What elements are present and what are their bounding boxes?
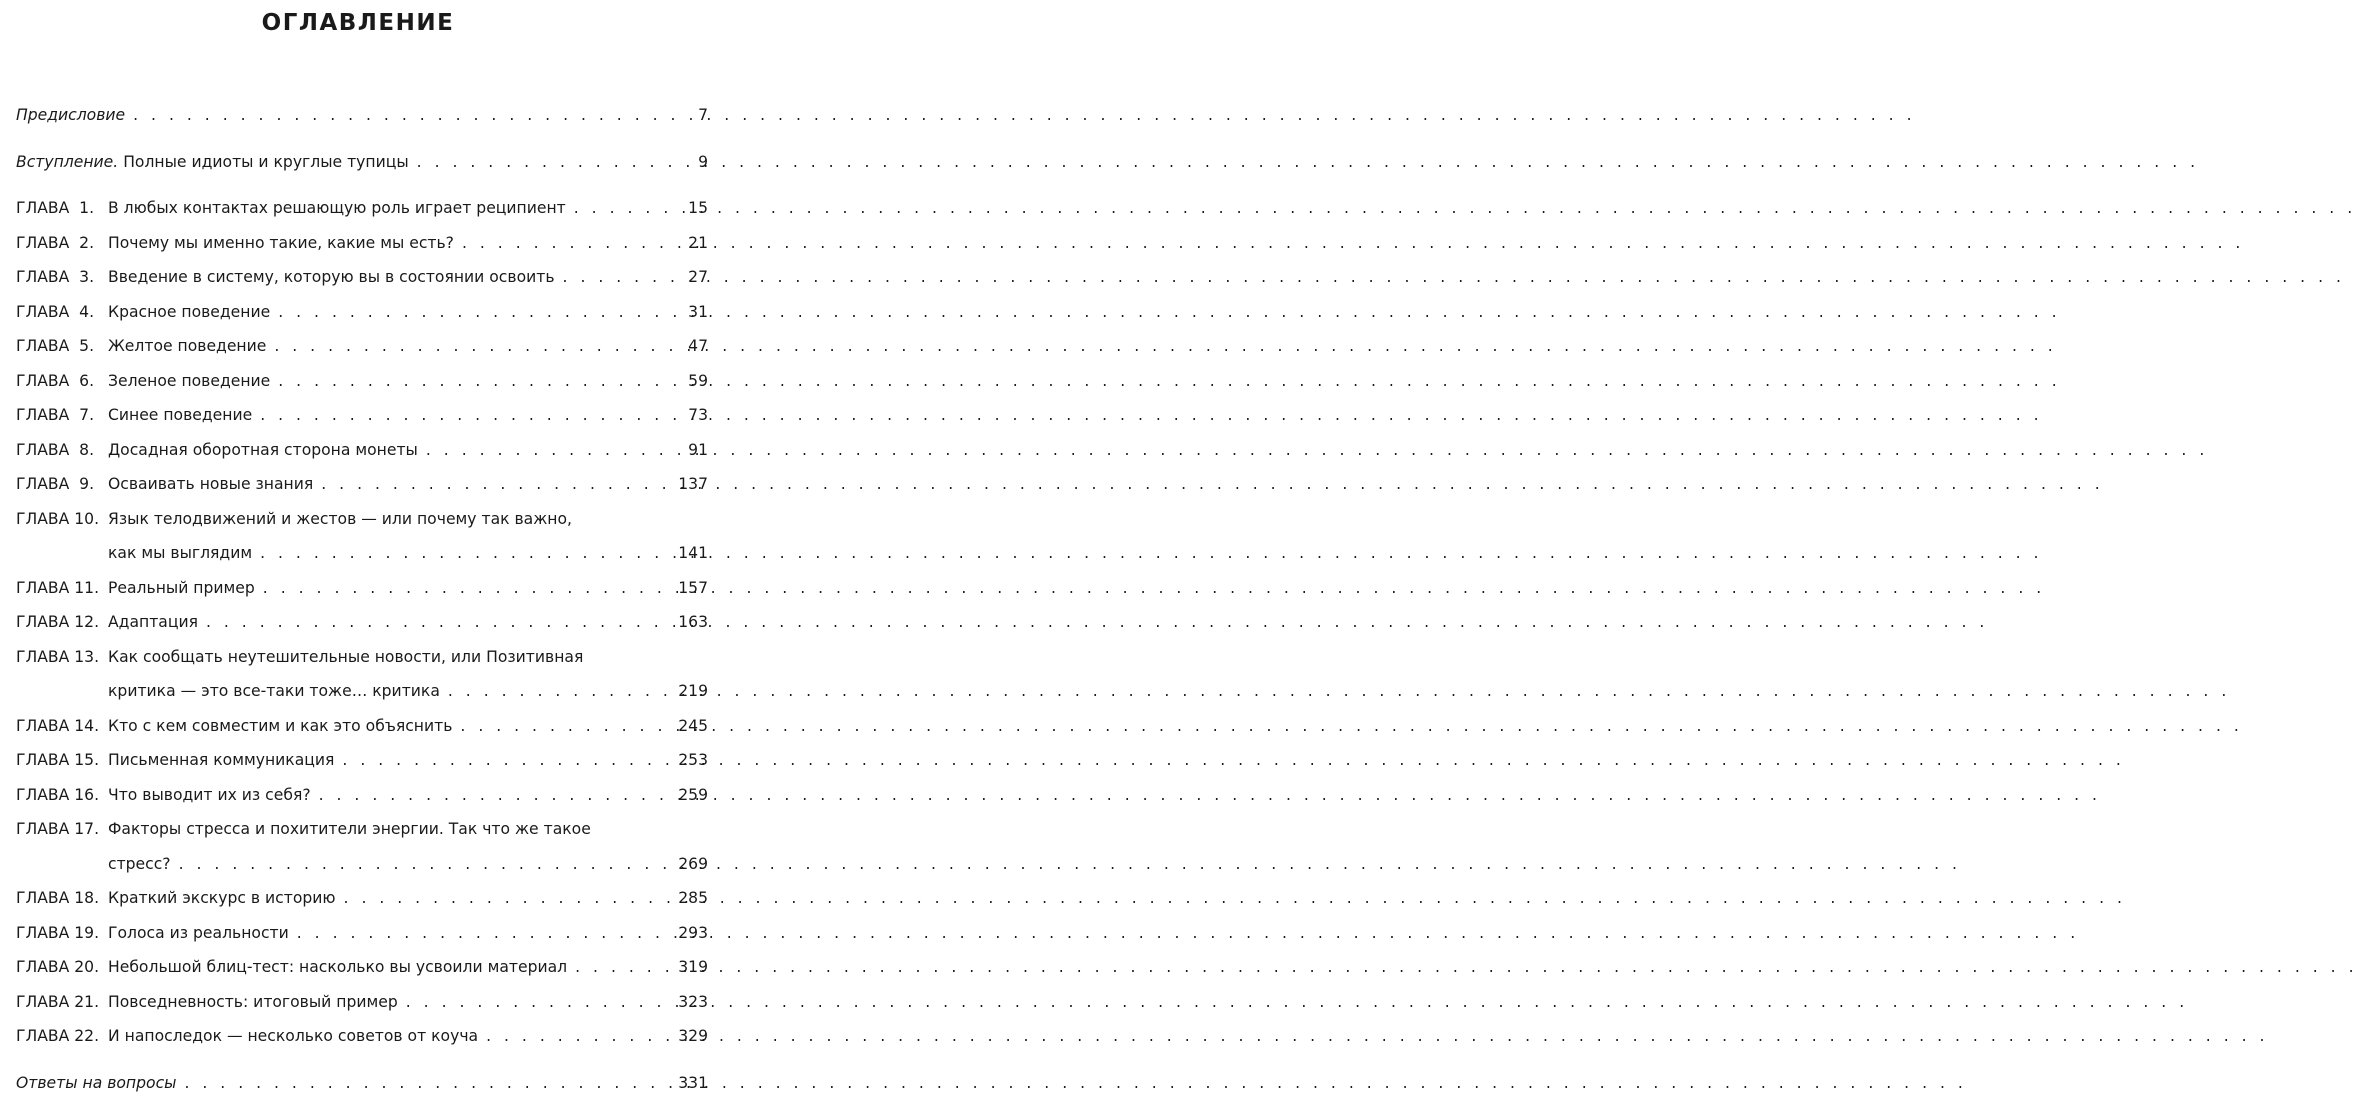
toc-entry-chapter[interactable] — [16, 778, 708, 813]
dot-leader — [440, 674, 678, 709]
page-number: 47 — [682, 329, 708, 364]
page-number: 141 — [678, 536, 708, 571]
chapter-title-line: Факторы стресса и похитители энергии. Так что же такое — [108, 812, 708, 847]
dot-leader — [478, 1019, 678, 1054]
dot-leader — [270, 364, 682, 399]
dot-leader — [454, 226, 682, 261]
dot-leader — [252, 398, 682, 433]
toc-entry-chapter[interactable] — [16, 433, 708, 468]
page-number: 285 — [678, 881, 708, 916]
page-number: 245 — [678, 709, 708, 744]
dot-leader — [311, 778, 679, 813]
toc-entry-chapter[interactable] — [16, 364, 708, 399]
dot-leader — [452, 709, 678, 744]
chapter-title: Голоса из реальности — [108, 916, 289, 951]
chapter-label: ГЛАВА 10. — [16, 502, 108, 537]
chapter-title: стресс? — [108, 847, 171, 882]
page-number: 137 — [678, 467, 708, 502]
entry-title: Ответы на вопросы — [16, 1066, 176, 1100]
chapter-label: ГЛАВА 7. — [16, 398, 108, 433]
page-number: 27 — [682, 260, 708, 295]
toc-entry-chapter[interactable] — [16, 743, 708, 778]
chapter-title: Небольшой блиц-тест: насколько вы усвоили материал — [108, 950, 567, 985]
page-number: 253 — [678, 743, 708, 778]
dot-leader — [336, 881, 679, 916]
chapter-title: Повседневность: итоговый пример — [108, 985, 398, 1020]
toc-entry-chapter[interactable] — [16, 502, 708, 571]
dot-leader — [125, 98, 682, 133]
toc-entry-chapter[interactable] — [16, 295, 708, 330]
dot-leader — [567, 950, 678, 985]
chapter-title: Адаптация — [108, 605, 198, 640]
page-number: 21 — [682, 226, 708, 261]
page-number: 15 — [682, 191, 708, 226]
chapter-title-line: Как сообщать неутешительные новости, или Позитивная — [108, 640, 708, 675]
chapter-label: ГЛАВА 12. — [16, 605, 108, 640]
dot-leader — [398, 985, 678, 1020]
entry-title: Полные идиоты и круглые тупицы — [118, 153, 408, 171]
chapter-title: И напоследок — несколько советов от коуча — [108, 1019, 478, 1054]
toc-entry-chapter[interactable] — [16, 1019, 708, 1054]
toc-entry-answers[interactable] — [16, 1066, 708, 1100]
dot-leader — [409, 145, 682, 180]
page-number: 319 — [678, 950, 708, 985]
page-number: 269 — [678, 847, 708, 882]
chapter-label: ГЛАВА 2. — [16, 226, 108, 261]
toc-entry-chapter[interactable] — [16, 226, 708, 261]
chapter-label: ГЛАВА 16. — [16, 778, 108, 813]
toc-entry-chapter[interactable] — [16, 812, 708, 881]
page-number: 329 — [678, 1019, 708, 1054]
toc-entry-chapter[interactable] — [16, 950, 708, 985]
entry-title: Предисловие — [16, 98, 125, 133]
chapter-title: критика — это все-таки тоже… критика — [108, 674, 440, 709]
page-number: 259 — [678, 778, 708, 813]
page-number: 73 — [682, 398, 708, 433]
chapter-title: Что выводит их из себя? — [108, 778, 311, 813]
chapter-title-line: Язык телодвижений и жестов — или почему так важно, — [108, 502, 708, 537]
chapter-label: ГЛАВА 11. — [16, 571, 108, 606]
chapter-title: Осваивать новые знания — [108, 467, 313, 502]
chapter-title: Реальный пример — [108, 571, 255, 606]
chapter-label: ГЛАВА 9. — [16, 467, 108, 502]
toc-entry-preface[interactable] — [16, 98, 708, 133]
dot-leader — [289, 916, 678, 951]
toc-list — [16, 98, 708, 1100]
toc-entry-chapter[interactable] — [16, 881, 708, 916]
chapter-title: Краткий экскурс в историю — [108, 881, 336, 916]
chapter-label: ГЛАВА 8. — [16, 433, 108, 468]
chapter-title: как мы выглядим — [108, 536, 252, 571]
toc-entry-chapter[interactable] — [16, 191, 708, 226]
chapter-label: ГЛАВА 20. — [16, 950, 108, 985]
toc-entry-chapter[interactable] — [16, 709, 708, 744]
chapter-label: ГЛАВА 5. — [16, 329, 108, 364]
chapter-label: ГЛАВА 18. — [16, 881, 108, 916]
page-number: 91 — [682, 433, 708, 468]
dot-leader — [418, 433, 682, 468]
chapter-title: Введение в систему, которую вы в состоянии освоить — [108, 260, 555, 295]
toc-entry-chapter[interactable] — [16, 916, 708, 951]
page-number: 323 — [678, 985, 708, 1020]
page-number: 157 — [678, 571, 708, 606]
toc-entry-chapter[interactable] — [16, 985, 708, 1020]
chapter-title: Зеленое поведение — [108, 364, 270, 399]
chapter-label: ГЛАВА 14. — [16, 709, 108, 744]
page-number: 163 — [678, 605, 708, 640]
page-title: ОГЛАВЛЕНИЕ — [0, 8, 716, 38]
page-number: 293 — [678, 916, 708, 951]
chapter-title: Кто с кем совместим и как это объяснить — [108, 709, 452, 744]
toc-entry-chapter[interactable] — [16, 571, 708, 606]
chapter-title: Почему мы именно такие, какие мы есть? — [108, 226, 454, 261]
dot-leader — [266, 329, 682, 364]
chapter-label: ГЛАВА 17. — [16, 812, 108, 847]
dot-leader — [252, 536, 678, 571]
chapter-label: ГЛАВА 1. — [16, 191, 108, 226]
toc-entry-introduction[interactable] — [16, 145, 708, 180]
page-number: 31 — [682, 295, 708, 330]
toc-entry-chapter[interactable] — [16, 260, 708, 295]
chapter-label: ГЛАВА 22. — [16, 1019, 108, 1054]
toc-entry-chapter[interactable] — [16, 640, 708, 709]
page-number: 59 — [682, 364, 708, 399]
chapter-label: ГЛАВА 3. — [16, 260, 108, 295]
chapter-label: ГЛАВА 4. — [16, 295, 108, 330]
page-number: 7 — [682, 98, 708, 133]
chapter-label: ГЛАВА 21. — [16, 985, 108, 1020]
page-number: 219 — [678, 674, 708, 709]
chapter-title: Досадная оборотная сторона монеты — [108, 433, 418, 468]
dot-leader — [270, 295, 682, 330]
chapter-label: ГЛАВА 19. — [16, 916, 108, 951]
dot-leader — [198, 605, 678, 640]
chapter-label: ГЛАВА 15. — [16, 743, 108, 778]
page-number: 9 — [682, 145, 708, 180]
chapter-label: ГЛАВА 6. — [16, 364, 108, 399]
chapter-title: Синее поведение — [108, 398, 252, 433]
chapter-title: Письменная коммуникация — [108, 743, 334, 778]
entry-title-italic: Вступление. — [16, 153, 118, 171]
toc-page — [0, 0, 716, 1084]
dot-leader — [176, 1066, 678, 1100]
dot-leader — [313, 467, 678, 502]
dot-leader — [171, 847, 679, 882]
dot-leader — [566, 191, 682, 226]
toc-entry-chapter[interactable] — [16, 329, 708, 364]
toc-entry-chapter[interactable] — [16, 398, 708, 433]
dot-leader — [255, 571, 678, 606]
page-number: 331 — [678, 1066, 708, 1100]
chapter-title: Красное поведение — [108, 295, 270, 330]
toc-entry-chapter[interactable] — [16, 605, 708, 640]
dot-leader — [555, 260, 682, 295]
dot-leader — [334, 743, 678, 778]
chapter-list — [16, 191, 708, 1054]
chapter-title: В любых контактах решающую роль играет реципиент — [108, 191, 566, 226]
chapter-title: Желтое поведение — [108, 329, 266, 364]
chapter-label: ГЛАВА 13. — [16, 640, 108, 675]
toc-entry-chapter[interactable] — [16, 467, 708, 502]
